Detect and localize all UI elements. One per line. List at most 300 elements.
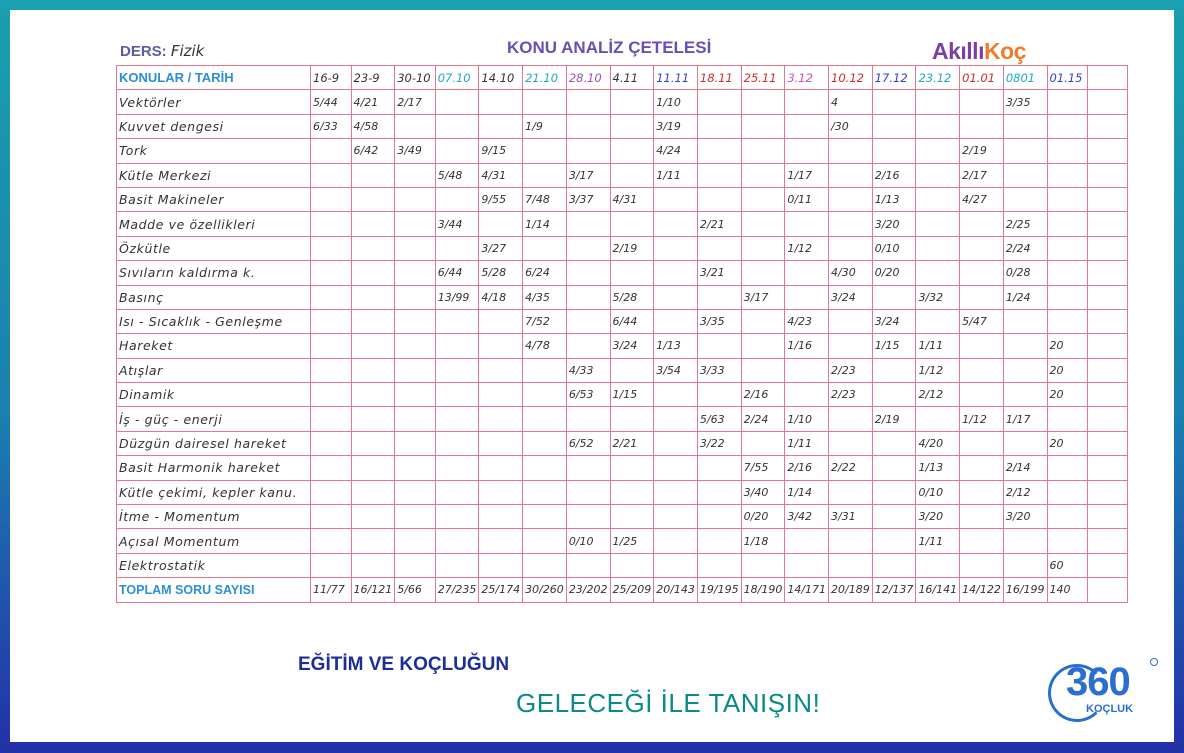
topic-name-cell: İş - güç - enerji (117, 407, 311, 431)
score-cell (435, 553, 479, 577)
score-cell: 1/10 (785, 407, 829, 431)
brand-logo (932, 38, 1026, 65)
score-cell (610, 261, 654, 285)
score-cell (785, 212, 829, 236)
score-cell: 2/21 (610, 431, 654, 455)
table-row (117, 114, 1128, 138)
score-cell (1047, 187, 1088, 211)
score-cell (566, 114, 610, 138)
score-cell (654, 285, 698, 309)
score-cell (523, 505, 567, 529)
score-cell (435, 334, 479, 358)
score-cell (1003, 553, 1047, 577)
topic-name-cell: Isı - Sıcaklık - Genleşme (117, 309, 311, 333)
score-cell (697, 90, 741, 114)
score-cell: 4/30 (829, 261, 873, 285)
score-cell: 6/52 (566, 431, 610, 455)
score-cell (610, 553, 654, 577)
score-cell: 1/11 (785, 431, 829, 455)
score-cell (610, 163, 654, 187)
score-cell (829, 236, 873, 260)
empty-cell (1088, 139, 1128, 163)
date-header-cell: 17.12 (872, 66, 916, 90)
score-cell: 1/11 (916, 529, 960, 553)
score-cell (741, 139, 785, 163)
score-cell: 60 (1047, 553, 1088, 577)
score-cell (311, 358, 352, 382)
date-header-cell: 23.12 (916, 66, 960, 90)
score-cell: 1/13 (654, 334, 698, 358)
score-cell (872, 529, 916, 553)
score-cell (435, 358, 479, 382)
empty-cell (1088, 285, 1128, 309)
score-cell (435, 407, 479, 431)
score-cell (395, 480, 436, 504)
score-cell (916, 212, 960, 236)
score-cell (1003, 529, 1047, 553)
score-cell (829, 431, 873, 455)
score-cell (395, 334, 436, 358)
score-cell: 13/99 (435, 285, 479, 309)
score-cell: 7/48 (523, 187, 567, 211)
score-cell (566, 212, 610, 236)
score-cell (1047, 163, 1088, 187)
score-cell (1047, 139, 1088, 163)
topic-name-cell: Açısal Momentum (117, 529, 311, 553)
score-cell (395, 505, 436, 529)
date-header-cell: 18.11 (697, 66, 741, 90)
score-cell: /30 (829, 114, 873, 138)
score-cell: 20 (1047, 334, 1088, 358)
slogan-line-1: EĞİTİM VE KOÇLUĞUN (298, 654, 510, 675)
score-cell (872, 553, 916, 577)
table-row (117, 236, 1128, 260)
table-row (117, 309, 1128, 333)
table-row (117, 187, 1128, 211)
score-cell (741, 553, 785, 577)
empty-cell (1088, 163, 1128, 187)
logo-number: 360 (1066, 660, 1130, 704)
score-cell: 4/27 (960, 187, 1004, 211)
score-cell (435, 236, 479, 260)
score-cell (351, 285, 395, 309)
score-cell (785, 90, 829, 114)
topic-name-cell: Atışlar (117, 358, 311, 382)
score-cell: 4 (829, 90, 873, 114)
score-cell: 3/17 (566, 163, 610, 187)
score-cell (395, 285, 436, 309)
score-cell (697, 334, 741, 358)
score-cell (395, 163, 436, 187)
score-cell (1047, 114, 1088, 138)
score-cell (916, 236, 960, 260)
topic-name-cell: Sıvıların kaldırma k. (117, 261, 311, 285)
score-cell (916, 163, 960, 187)
empty-cell (1088, 187, 1128, 211)
score-cell (1047, 480, 1088, 504)
score-cell: 2/12 (1003, 480, 1047, 504)
score-cell: 3/20 (1003, 505, 1047, 529)
score-cell (916, 114, 960, 138)
score-cell (523, 480, 567, 504)
score-cell (311, 163, 352, 187)
score-cell (654, 431, 698, 455)
score-cell (395, 431, 436, 455)
score-cell (697, 383, 741, 407)
score-cell (311, 285, 352, 309)
score-cell: 3/35 (697, 309, 741, 333)
score-cell (395, 236, 436, 260)
score-cell (351, 407, 395, 431)
total-cell: 18/190 (741, 578, 785, 602)
score-cell: 4/23 (785, 309, 829, 333)
subject-field (120, 42, 204, 60)
score-cell (785, 553, 829, 577)
score-cell: 1/12 (785, 236, 829, 260)
score-cell (960, 212, 1004, 236)
score-cell (697, 529, 741, 553)
score-cell: 2/17 (960, 163, 1004, 187)
score-cell (741, 163, 785, 187)
logo-text-part1: Akıllı (932, 38, 984, 64)
score-cell (785, 114, 829, 138)
score-cell (311, 309, 352, 333)
score-cell (697, 505, 741, 529)
total-cell: 20/189 (829, 578, 873, 602)
score-cell (697, 139, 741, 163)
score-cell (435, 480, 479, 504)
score-cell: 3/21 (697, 261, 741, 285)
score-cell (785, 383, 829, 407)
topic-name-cell: Basınç (117, 285, 311, 309)
total-cell: 14/171 (785, 578, 829, 602)
score-cell (523, 163, 567, 187)
empty-cell (1088, 431, 1128, 455)
date-header-cell: 01.15 (1047, 66, 1088, 90)
score-cell: 1/16 (785, 334, 829, 358)
score-cell: 2/12 (916, 383, 960, 407)
score-cell (829, 163, 873, 187)
score-cell (654, 187, 698, 211)
table-row (117, 480, 1128, 504)
score-cell (610, 212, 654, 236)
score-cell (872, 90, 916, 114)
score-cell (654, 505, 698, 529)
score-cell (916, 139, 960, 163)
score-cell: 2/22 (829, 456, 873, 480)
table-row (117, 407, 1128, 431)
score-cell (960, 236, 1004, 260)
score-cell (566, 407, 610, 431)
score-cell (311, 553, 352, 577)
score-cell (351, 431, 395, 455)
empty-cell (1088, 114, 1128, 138)
score-cell: 6/44 (610, 309, 654, 333)
score-cell (311, 456, 352, 480)
score-cell (1003, 431, 1047, 455)
date-header-cell: 28.10 (566, 66, 610, 90)
total-cell: 20/143 (654, 578, 698, 602)
score-cell: 5/28 (610, 285, 654, 309)
score-cell (523, 383, 567, 407)
total-cell: 16/199 (1003, 578, 1047, 602)
date-header-cell: 10.12 (829, 66, 873, 90)
score-cell: 5/44 (311, 90, 352, 114)
score-cell: 3/27 (479, 236, 523, 260)
score-cell (654, 261, 698, 285)
slogan-line-2: GELECEĞİ İLE TANIŞIN! (516, 688, 821, 718)
score-cell (479, 212, 523, 236)
score-cell (960, 383, 1004, 407)
score-cell (1047, 261, 1088, 285)
totals-row (117, 578, 1128, 602)
score-cell: 3/31 (829, 505, 873, 529)
score-cell (566, 285, 610, 309)
subject-label: DERS: (120, 43, 167, 60)
empty-cell (1088, 529, 1128, 553)
score-cell (479, 480, 523, 504)
total-cell: 30/260 (523, 578, 567, 602)
table-row (117, 358, 1128, 382)
empty-cell (1088, 334, 1128, 358)
score-cell (916, 90, 960, 114)
total-cell: 11/77 (311, 578, 352, 602)
score-cell (523, 456, 567, 480)
score-cell (741, 261, 785, 285)
total-cell: 16/121 (351, 578, 395, 602)
score-cell (1047, 236, 1088, 260)
score-cell (872, 431, 916, 455)
score-cell (872, 505, 916, 529)
score-cell (829, 529, 873, 553)
score-cell (785, 139, 829, 163)
score-cell (697, 114, 741, 138)
score-cell: 20 (1047, 431, 1088, 455)
score-cell: 0/10 (566, 529, 610, 553)
score-cell: 3/19 (654, 114, 698, 138)
score-cell: 2/17 (395, 90, 436, 114)
score-cell: 3/44 (435, 212, 479, 236)
empty-cell (1088, 212, 1128, 236)
score-cell: 1/15 (872, 334, 916, 358)
score-cell (395, 383, 436, 407)
score-cell: 1/14 (785, 480, 829, 504)
score-cell (654, 553, 698, 577)
score-cell: 2/19 (872, 407, 916, 431)
score-cell (960, 285, 1004, 309)
score-cell (479, 553, 523, 577)
score-cell (523, 358, 567, 382)
score-cell: 5/63 (697, 407, 741, 431)
score-cell (960, 90, 1004, 114)
total-cell: 25/174 (479, 578, 523, 602)
score-cell (311, 407, 352, 431)
score-cell (829, 553, 873, 577)
score-cell (566, 456, 610, 480)
score-cell: 4/24 (654, 139, 698, 163)
table-row (117, 529, 1128, 553)
score-cell: 2/19 (960, 139, 1004, 163)
score-cell: 6/53 (566, 383, 610, 407)
score-cell (829, 212, 873, 236)
score-cell (960, 456, 1004, 480)
table-row (117, 383, 1128, 407)
score-cell: 3/35 (1003, 90, 1047, 114)
score-cell (960, 358, 1004, 382)
score-cell (435, 309, 479, 333)
score-cell (1047, 456, 1088, 480)
score-cell: 4/58 (351, 114, 395, 138)
score-cell (435, 114, 479, 138)
total-cell: 27/235 (435, 578, 479, 602)
score-cell (872, 139, 916, 163)
score-cell (785, 529, 829, 553)
worksheet-paper (10, 10, 1174, 742)
score-cell (1047, 505, 1088, 529)
degree-icon (1150, 658, 1158, 666)
score-cell: 4/20 (916, 431, 960, 455)
date-header-cell: 30-10 (395, 66, 436, 90)
score-cell: 1/13 (916, 456, 960, 480)
score-cell: 3/37 (566, 187, 610, 211)
score-cell (785, 358, 829, 382)
score-cell (654, 383, 698, 407)
page-title: KONU ANALİZ ÇETELESİ (507, 38, 712, 57)
score-cell (395, 407, 436, 431)
score-cell: 3/33 (697, 358, 741, 382)
score-cell (872, 480, 916, 504)
score-cell (610, 139, 654, 163)
score-cell (351, 358, 395, 382)
score-cell: 5/48 (435, 163, 479, 187)
score-cell: 2/25 (1003, 212, 1047, 236)
empty-cell (1088, 383, 1128, 407)
table-row (117, 163, 1128, 187)
score-cell (351, 553, 395, 577)
score-cell (1003, 334, 1047, 358)
score-cell (395, 114, 436, 138)
total-cell: 16/141 (916, 578, 960, 602)
score-cell (916, 261, 960, 285)
date-header-cell: 3.12 (785, 66, 829, 90)
score-cell (435, 431, 479, 455)
score-cell: 1/17 (785, 163, 829, 187)
date-header-cell: 4.11 (610, 66, 654, 90)
date-header-cell: 23-9 (351, 66, 395, 90)
score-cell (1003, 139, 1047, 163)
score-cell (523, 90, 567, 114)
score-cell (351, 456, 395, 480)
score-cell (697, 553, 741, 577)
score-cell (523, 431, 567, 455)
score-cell (1003, 358, 1047, 382)
score-cell (1003, 163, 1047, 187)
empty-cell (1088, 358, 1128, 382)
score-cell: 0/10 (916, 480, 960, 504)
score-cell (479, 505, 523, 529)
score-cell (311, 187, 352, 211)
score-cell: 2/23 (829, 358, 873, 382)
date-header-cell: 14.10 (479, 66, 523, 90)
table-header-row (117, 66, 1128, 90)
score-cell (311, 431, 352, 455)
score-cell (741, 236, 785, 260)
score-cell: 6/33 (311, 114, 352, 138)
score-cell (654, 212, 698, 236)
score-cell (654, 236, 698, 260)
score-cell (311, 529, 352, 553)
score-cell (829, 407, 873, 431)
date-header-cell: 25.11 (741, 66, 785, 90)
score-cell (697, 163, 741, 187)
score-cell (697, 480, 741, 504)
score-cell: 2/19 (610, 236, 654, 260)
table-row (117, 505, 1128, 529)
score-cell: 4/31 (479, 163, 523, 187)
score-cell (960, 480, 1004, 504)
topic-name-cell: Kuvvet dengesi (117, 114, 311, 138)
topic-name-cell: Elektrostatik (117, 553, 311, 577)
topic-name-cell: İtme - Momentum (117, 505, 311, 529)
score-cell (960, 529, 1004, 553)
score-cell (872, 285, 916, 309)
subject-value: Fizik (170, 42, 205, 60)
date-header-cell: 01.01 (960, 66, 1004, 90)
topic-name-cell: Vektörler (117, 90, 311, 114)
total-cell: 14/122 (960, 578, 1004, 602)
total-questions-label: TOPLAM SORU SAYISI (117, 578, 311, 602)
score-cell (395, 358, 436, 382)
table-row (117, 456, 1128, 480)
score-cell (829, 139, 873, 163)
score-cell (311, 480, 352, 504)
score-cell (697, 187, 741, 211)
topic-name-cell: Basit Makineler (117, 187, 311, 211)
score-cell: 7/55 (741, 456, 785, 480)
koçluk-360-logo (1048, 658, 1158, 720)
score-cell: 1/9 (523, 114, 567, 138)
score-cell (741, 187, 785, 211)
score-cell (960, 334, 1004, 358)
score-cell (610, 407, 654, 431)
empty-cell (1088, 261, 1128, 285)
score-cell: 4/33 (566, 358, 610, 382)
score-cell (741, 309, 785, 333)
score-cell: 7/52 (523, 309, 567, 333)
score-cell: 5/47 (960, 309, 1004, 333)
score-cell (829, 309, 873, 333)
table-row (117, 285, 1128, 309)
score-cell: 4/21 (351, 90, 395, 114)
table-row (117, 431, 1128, 455)
score-cell (1003, 309, 1047, 333)
score-cell: 2/24 (1003, 236, 1047, 260)
total-cell: 19/195 (697, 578, 741, 602)
topic-name-cell: Tork (117, 139, 311, 163)
topic-name-cell: Basit Harmonik hareket (117, 456, 311, 480)
score-cell (435, 139, 479, 163)
date-header-cell: 11.11 (654, 66, 698, 90)
score-cell (351, 309, 395, 333)
score-cell (1047, 309, 1088, 333)
topic-name-cell: Kütle Merkezi (117, 163, 311, 187)
score-cell: 3/40 (741, 480, 785, 504)
score-cell: 1/12 (916, 358, 960, 382)
score-cell (741, 358, 785, 382)
total-cell: 5/66 (395, 578, 436, 602)
score-cell (916, 309, 960, 333)
score-cell (872, 383, 916, 407)
